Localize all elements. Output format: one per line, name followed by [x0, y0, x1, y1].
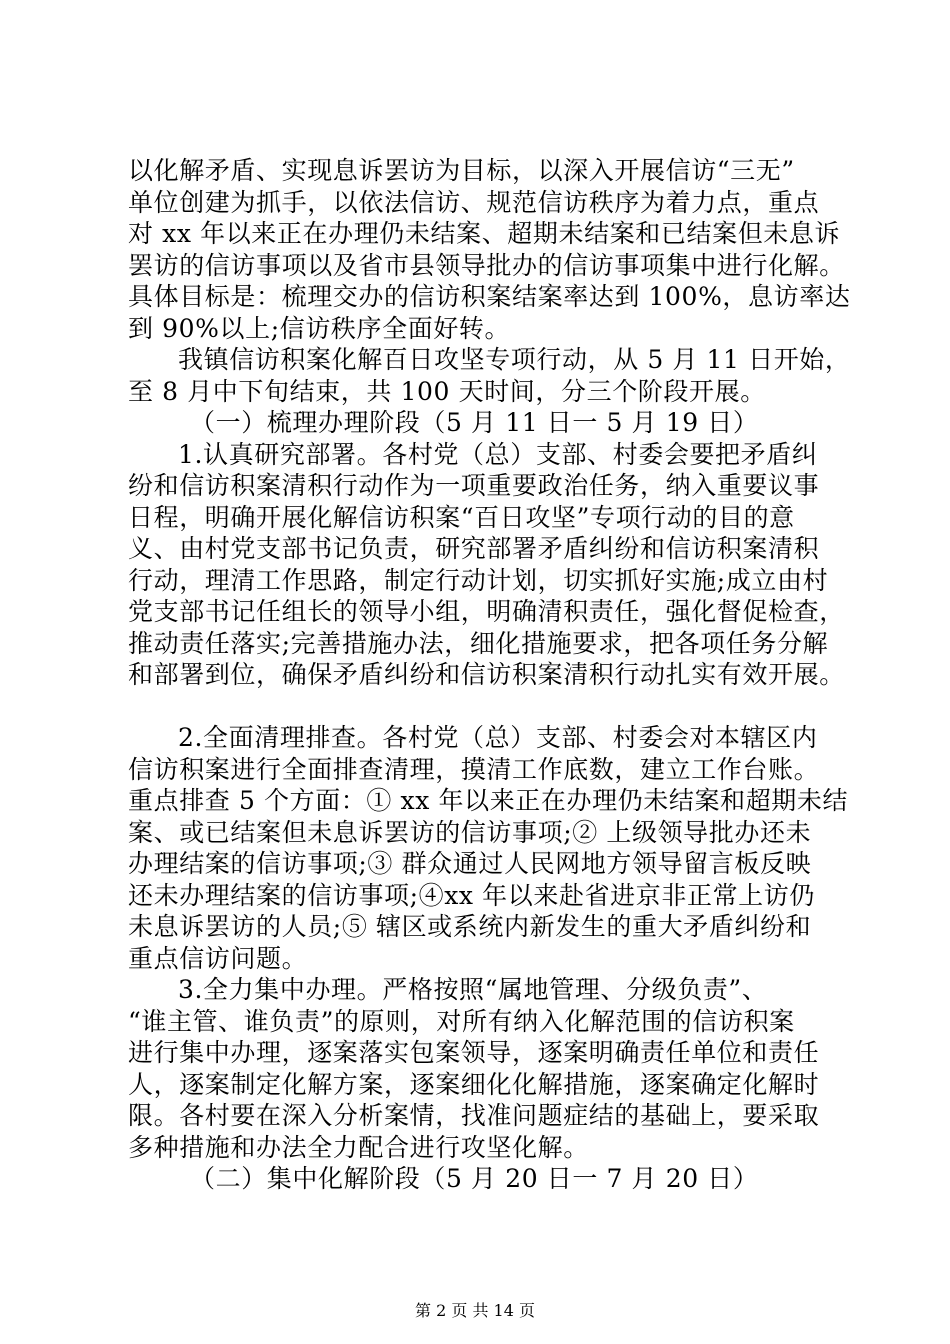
text-line: 办理结案的信访事项;③ 群众通过人民网地方领导留言板反映 — [128, 849, 812, 878]
text-line: 单位创建为抓手，以依法信访、规范信访秩序为着力点，重点 — [128, 187, 820, 217]
text-line: 1.认真研究部署。各村党（总）支部、村委会要把矛盾纠 — [178, 439, 818, 469]
text-line: 具体目标是：梳理交办的信访积案结案率达到 100%，息访率达 — [128, 282, 851, 311]
text-line: 纷和信访积案清积行动作为一项重要政治任务，纳入重要议事 — [128, 471, 820, 500]
text-line: 至 8 月中下旬结束，共 100 天时间，分三个阶段开展。 — [128, 376, 766, 406]
text-line: 推动责任落实;完善措施办法，细化措施要求，把各项任务分解 — [128, 628, 829, 658]
page-number-footer: 第 2 页 共 14 页 — [415, 1301, 535, 1320]
text-line: 多种措施和办法全力配合进行攻坚化解。 — [128, 1132, 589, 1162]
section-heading: （一）梳理办理阶段（5 月 11 日一 5 月 19 日） — [190, 408, 759, 437]
text-line: 以化解矛盾、实现息诉罢访为目标，以深入开展信访“三无” — [128, 156, 795, 185]
section-heading: （二）集中化解阶段（5 月 20 日一 7 月 20 日） — [190, 1164, 759, 1193]
text-line: 和部署到位，确保矛盾纠纷和信访积案清积行动扎实有效开展。 — [128, 660, 845, 689]
text-line: 2.全面清理排查。各村党（总）支部、村委会对本辖区内 — [178, 723, 818, 752]
text-line: 对 xx 年以来正在办理仍未结案、超期未结案和已结案但未息诉 — [128, 219, 841, 248]
text-line: 日程，明确开展化解信访积案“百日攻坚”专项行动的目的意 — [128, 502, 795, 532]
text-line: 进行集中办理，逐案落实包案领导，逐案明确责任单位和责任 — [128, 1038, 820, 1067]
text-line: 未息诉罢访的人员;⑤ 辖区或系统内新发生的重大矛盾纠纷和 — [128, 912, 812, 941]
text-line: 案、或已结案但未息诉罢访的信访事项;② 上级领导批办还未 — [128, 817, 812, 847]
text-line: 到 90%以上;信访秩序全面好转。 — [128, 313, 511, 343]
text-line: 党支部书记任组长的领导小组，明确清积责任，强化督促检查， — [128, 597, 845, 626]
text-line: 罢访的信访事项以及省市县领导批办的信访事项集中进行化解。 — [128, 250, 845, 280]
text-line: 人，逐案制定化解方案，逐案细化化解措施，逐案确定化解时 — [128, 1069, 820, 1099]
text-line: 还未办理结案的信访事项;④xx 年以来赴省进京非正常上访仍 — [128, 880, 815, 910]
document-body — [128, 155, 851, 1195]
text-line: 我镇信访积案化解百日攻坚专项行动，从 5 月 11 日开始， — [178, 345, 851, 374]
text-line: 限。各村要在深入分析案情，找准问题症结的基础上，要采取 — [128, 1101, 820, 1130]
text-line: 3.全力集中办理。严格按照“属地管理、分级负责”、 — [178, 975, 768, 1004]
paragraph-gap — [128, 691, 822, 723]
text-line: 信访积案进行全面排查清理，摸清工作底数，建立工作台账。 — [128, 754, 820, 784]
text-line: 重点排查 5 个方面：① xx 年以来正在办理仍未结案和超期未结 — [128, 786, 849, 815]
text-line: 重点信访问题。 — [128, 943, 308, 973]
text-line: “谁主管、谁负责”的原则，对所有纳入化解范围的信访积案 — [128, 1006, 795, 1036]
text-line: 行动，理清工作思路，制定行动计划，切实抓好实施;成立由村 — [128, 565, 829, 595]
text-line: 义、由村党支部书记负责，研究部署矛盾纠纷和信访积案清积 — [128, 534, 820, 563]
